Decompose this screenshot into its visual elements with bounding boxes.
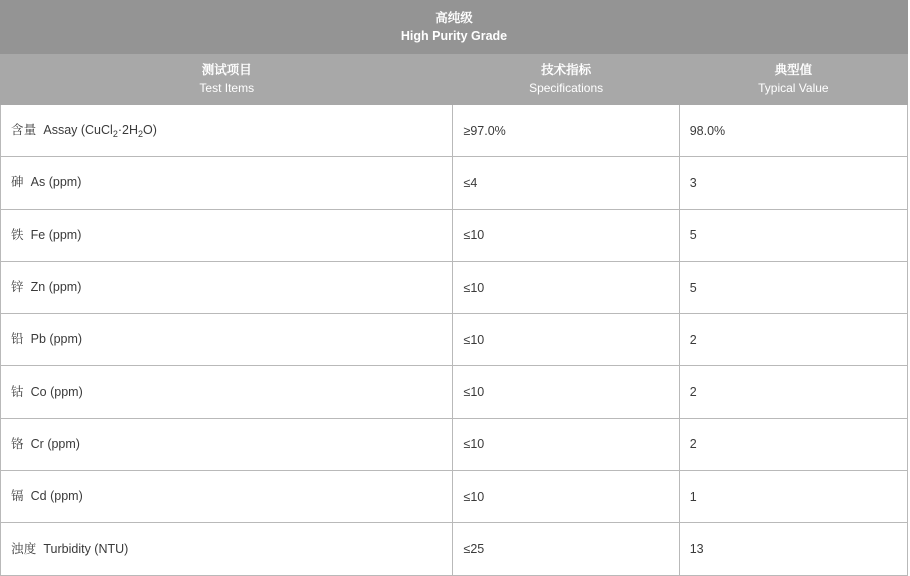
table-title-cell — [1, 1, 908, 54]
cell-test-item — [1, 105, 453, 157]
column-header-test-items-cn: 测试项目 — [201, 63, 252, 77]
column-header-typical-value-cn: 典型值 — [774, 63, 813, 77]
cell-specification: ≤25 — [453, 523, 679, 575]
cell-typical-value: 2 — [679, 314, 907, 366]
column-header-specifications — [453, 54, 679, 105]
test-item-en: Cd (ppm) — [30, 489, 83, 504]
table-header-row — [1, 54, 908, 105]
cell-test-item — [1, 471, 453, 523]
cell-typical-value: 13 — [679, 523, 907, 575]
cell-typical-value: 2 — [679, 366, 907, 418]
test-item-tail2: O) — [143, 122, 157, 137]
cell-test-item — [1, 261, 453, 313]
test-item-sub2: 2 — [138, 128, 144, 139]
table-row — [1, 314, 908, 366]
table-row — [1, 105, 908, 157]
table-row — [1, 523, 908, 575]
cell-test-item — [1, 157, 453, 209]
table-row — [1, 157, 908, 209]
table-row — [1, 366, 908, 418]
table-row — [1, 471, 908, 523]
table-row — [1, 418, 908, 470]
test-item-cn: 镉 — [11, 489, 24, 504]
cell-typical-value: 3 — [679, 157, 907, 209]
test-item-en: Co (ppm) — [30, 384, 83, 399]
test-item-en: Zn (ppm) — [30, 280, 82, 295]
test-item-en: Turbidity (NTU) — [43, 541, 129, 556]
test-item-cn: 含量 — [11, 122, 37, 137]
test-item-en: Cr (ppm) — [30, 436, 80, 451]
cell-specification: ≥97.0% — [453, 105, 679, 157]
cell-typical-value: 5 — [679, 209, 907, 261]
cell-typical-value: 1 — [679, 471, 907, 523]
table-title-row — [1, 1, 908, 54]
cell-specification: ≤4 — [453, 157, 679, 209]
test-item-en: As (ppm) — [30, 175, 82, 190]
test-item-en: Assay (CuCl — [43, 122, 113, 137]
cell-test-item — [1, 366, 453, 418]
test-item-cn: 浊度 — [11, 541, 37, 556]
test-item-sub1: 2 — [112, 128, 118, 139]
column-header-specifications-en: Specifications — [529, 81, 604, 95]
column-header-typical-value-en: Typical Value — [758, 81, 829, 95]
test-item-cn: 砷 — [11, 175, 24, 190]
column-header-typical-value — [679, 54, 907, 105]
cell-typical-value: 98.0% — [679, 105, 907, 157]
cell-specification: ≤10 — [453, 366, 679, 418]
test-item-cn: 钴 — [11, 384, 24, 399]
test-item-cn: 铬 — [11, 436, 24, 451]
cell-typical-value: 2 — [679, 418, 907, 470]
cell-test-item — [1, 209, 453, 261]
table-row — [1, 261, 908, 313]
cell-test-item — [1, 523, 453, 575]
test-item-en: Pb (ppm) — [30, 332, 83, 347]
test-item-en: Fe (ppm) — [30, 227, 82, 242]
column-header-test-items — [1, 54, 453, 105]
test-item-cn: 锌 — [11, 280, 24, 295]
cell-test-item — [1, 418, 453, 470]
column-header-test-items-en: Test Items — [199, 81, 255, 95]
cell-specification: ≤10 — [453, 314, 679, 366]
table-row — [1, 209, 908, 261]
cell-typical-value: 5 — [679, 261, 907, 313]
table-title-cn: 高纯级 — [435, 11, 473, 25]
test-item-cn: 铅 — [11, 332, 24, 347]
cell-specification: ≤10 — [453, 418, 679, 470]
cell-specification: ≤10 — [453, 261, 679, 313]
cell-specification: ≤10 — [453, 471, 679, 523]
cell-test-item — [1, 314, 453, 366]
test-item-cn: 铁 — [11, 227, 24, 242]
test-item-tail1: ·2H — [117, 122, 138, 137]
table-title-en: High Purity Grade — [400, 29, 508, 43]
column-header-specifications-cn: 技术指标 — [541, 63, 592, 77]
cell-specification: ≤10 — [453, 209, 679, 261]
